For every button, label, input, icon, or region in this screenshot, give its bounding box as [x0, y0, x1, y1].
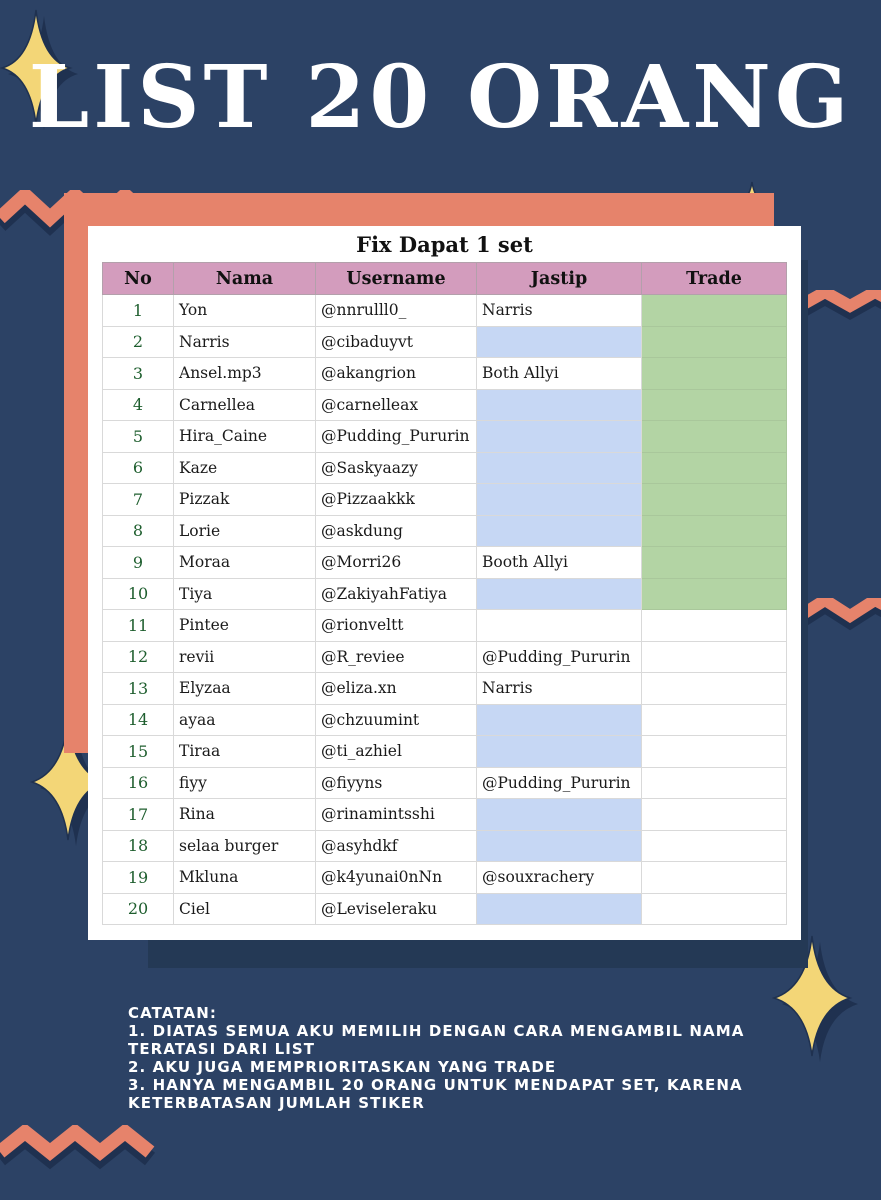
cell-trade	[642, 578, 787, 610]
cell-username: @R_reviee	[316, 641, 477, 673]
cell-trade	[642, 736, 787, 768]
cell-username: @cibaduyvt	[316, 326, 477, 358]
cell-username: @k4yunai0nNn	[316, 862, 477, 894]
table-row	[103, 767, 787, 799]
table-row	[103, 421, 787, 453]
zigzag-decoration-right-2	[800, 598, 881, 648]
cell-jastip: Narris	[477, 295, 642, 327]
note-line: 2. AKU JUGA MEMPRIORITASKAN YANG TRADE	[128, 1058, 557, 1076]
cell-jastip: Narris	[477, 673, 642, 705]
note-line: TERATASI DARI LIST	[128, 1040, 316, 1058]
cell-no: 14	[103, 704, 174, 736]
cell-username: @Leviseleraku	[316, 893, 477, 925]
spreadsheet	[88, 226, 801, 940]
cell-jastip	[477, 389, 642, 421]
cell-no: 8	[103, 515, 174, 547]
cell-no: 10	[103, 578, 174, 610]
table-row	[103, 452, 787, 484]
cell-trade	[642, 799, 787, 831]
cell-nama: ayaa	[174, 704, 316, 736]
cell-trade	[642, 767, 787, 799]
cell-no: 6	[103, 452, 174, 484]
cell-no: 13	[103, 673, 174, 705]
table-row	[103, 389, 787, 421]
cell-jastip	[477, 326, 642, 358]
table-row	[103, 893, 787, 925]
table-row	[103, 862, 787, 894]
cell-jastip	[477, 421, 642, 453]
cell-no: 20	[103, 893, 174, 925]
note-line: 1. DIATAS SEMUA AKU MEMILIH DENGAN CARA MENGAMBIL NAMA	[128, 1022, 745, 1040]
table-row	[103, 515, 787, 547]
column-header-nama: Nama	[174, 263, 316, 295]
cell-no: 18	[103, 830, 174, 862]
cell-username: @akangrion	[316, 358, 477, 390]
table-header-row	[103, 263, 787, 295]
cell-no: 12	[103, 641, 174, 673]
cell-jastip: @Pudding_Pururin	[477, 767, 642, 799]
page-title: LIST 20 ORANG	[28, 47, 853, 148]
cell-username: @rionveltt	[316, 610, 477, 642]
cell-trade	[642, 673, 787, 705]
table-row	[103, 610, 787, 642]
cell-username: @carnelleax	[316, 389, 477, 421]
cell-trade	[642, 862, 787, 894]
cell-no: 9	[103, 547, 174, 579]
cell-no: 4	[103, 389, 174, 421]
cell-nama: Lorie	[174, 515, 316, 547]
cell-nama: selaa burger	[174, 830, 316, 862]
cell-username: @fiyyns	[316, 767, 477, 799]
cell-username: @Pizzaakkk	[316, 484, 477, 516]
table-row	[103, 830, 787, 862]
cell-jastip	[477, 830, 642, 862]
cell-nama: Tiya	[174, 578, 316, 610]
cell-jastip	[477, 893, 642, 925]
cell-no: 19	[103, 862, 174, 894]
cell-nama: Mkluna	[174, 862, 316, 894]
cell-nama: Tiraa	[174, 736, 316, 768]
cell-username: @askdung	[316, 515, 477, 547]
cell-jastip	[477, 484, 642, 516]
note-line: 3. HANYA MENGAMBIL 20 ORANG UNTUK MENDAPAT SET, KARENA	[128, 1076, 743, 1094]
cell-username: @ti_azhiel	[316, 736, 477, 768]
cell-jastip	[477, 610, 642, 642]
cell-no: 3	[103, 358, 174, 390]
notes-heading: CATATAN:	[128, 1004, 217, 1022]
cell-trade	[642, 484, 787, 516]
note-line: KETERBATASAN JUMLAH STIKER	[128, 1094, 425, 1112]
cell-nama: Moraa	[174, 547, 316, 579]
column-header-username: Username	[316, 263, 477, 295]
cell-username: @rinamintsshi	[316, 799, 477, 831]
table-row	[103, 578, 787, 610]
table-row	[103, 704, 787, 736]
cell-username: @Morri26	[316, 547, 477, 579]
cell-trade	[642, 830, 787, 862]
table-row	[103, 736, 787, 768]
cell-nama: Yon	[174, 295, 316, 327]
cell-username: @nnrulll0_	[316, 295, 477, 327]
cell-username: @Pudding_Pururin	[316, 421, 477, 453]
cell-no: 1	[103, 295, 174, 327]
cell-nama: Elyzaa	[174, 673, 316, 705]
cell-jastip: @Pudding_Pururin	[477, 641, 642, 673]
cell-trade	[642, 515, 787, 547]
cell-trade	[642, 358, 787, 390]
cell-nama: Ansel.mp3	[174, 358, 316, 390]
cell-trade	[642, 326, 787, 358]
cell-jastip: Both Allyi	[477, 358, 642, 390]
column-header-no: No	[103, 263, 174, 295]
cell-jastip: Booth Allyi	[477, 547, 642, 579]
table-row	[103, 799, 787, 831]
cell-nama: fiyy	[174, 767, 316, 799]
cell-trade	[642, 547, 787, 579]
table-row	[103, 484, 787, 516]
cell-username: @eliza.xn	[316, 673, 477, 705]
table-row	[103, 326, 787, 358]
table-row	[103, 673, 787, 705]
cell-no: 11	[103, 610, 174, 642]
cell-jastip	[477, 515, 642, 547]
cell-no: 2	[103, 326, 174, 358]
cell-trade	[642, 610, 787, 642]
cell-username: @Saskyaazy	[316, 452, 477, 484]
cell-trade	[642, 295, 787, 327]
table-row	[103, 547, 787, 579]
cell-username: @chzuumint	[316, 704, 477, 736]
cell-username: @asyhdkf	[316, 830, 477, 862]
cell-jastip	[477, 452, 642, 484]
cell-nama: Kaze	[174, 452, 316, 484]
notes	[128, 1004, 828, 1112]
sheet-heading: Fix Dapat 1 set	[356, 232, 533, 257]
cell-no: 15	[103, 736, 174, 768]
cell-trade	[642, 389, 787, 421]
cell-no: 5	[103, 421, 174, 453]
cell-nama: Ciel	[174, 893, 316, 925]
zigzag-decoration-right-1	[800, 290, 881, 340]
cell-trade	[642, 452, 787, 484]
cell-trade	[642, 893, 787, 925]
cell-nama: Pizzak	[174, 484, 316, 516]
cell-nama: Hira_Caine	[174, 421, 316, 453]
cell-nama: Pintee	[174, 610, 316, 642]
cell-trade	[642, 421, 787, 453]
cell-jastip	[477, 704, 642, 736]
cell-nama: Rina	[174, 799, 316, 831]
cell-no: 17	[103, 799, 174, 831]
table-row	[103, 295, 787, 327]
cell-jastip	[477, 799, 642, 831]
cell-no: 16	[103, 767, 174, 799]
cell-jastip: @souxrachery	[477, 862, 642, 894]
cell-jastip	[477, 578, 642, 610]
column-header-jastip: Jastip	[477, 263, 642, 295]
column-header-trade: Trade	[642, 263, 787, 295]
cell-no: 7	[103, 484, 174, 516]
cell-nama: Narris	[174, 326, 316, 358]
table-row	[103, 641, 787, 673]
cell-nama: Carnellea	[174, 389, 316, 421]
participant-table	[102, 262, 787, 925]
cell-nama: revii	[174, 641, 316, 673]
table-row	[103, 358, 787, 390]
cell-username: @ZakiyahFatiya	[316, 578, 477, 610]
cell-trade	[642, 704, 787, 736]
cell-jastip	[477, 736, 642, 768]
zigzag-decoration-bottom-left	[0, 1125, 200, 1185]
cell-trade	[642, 641, 787, 673]
